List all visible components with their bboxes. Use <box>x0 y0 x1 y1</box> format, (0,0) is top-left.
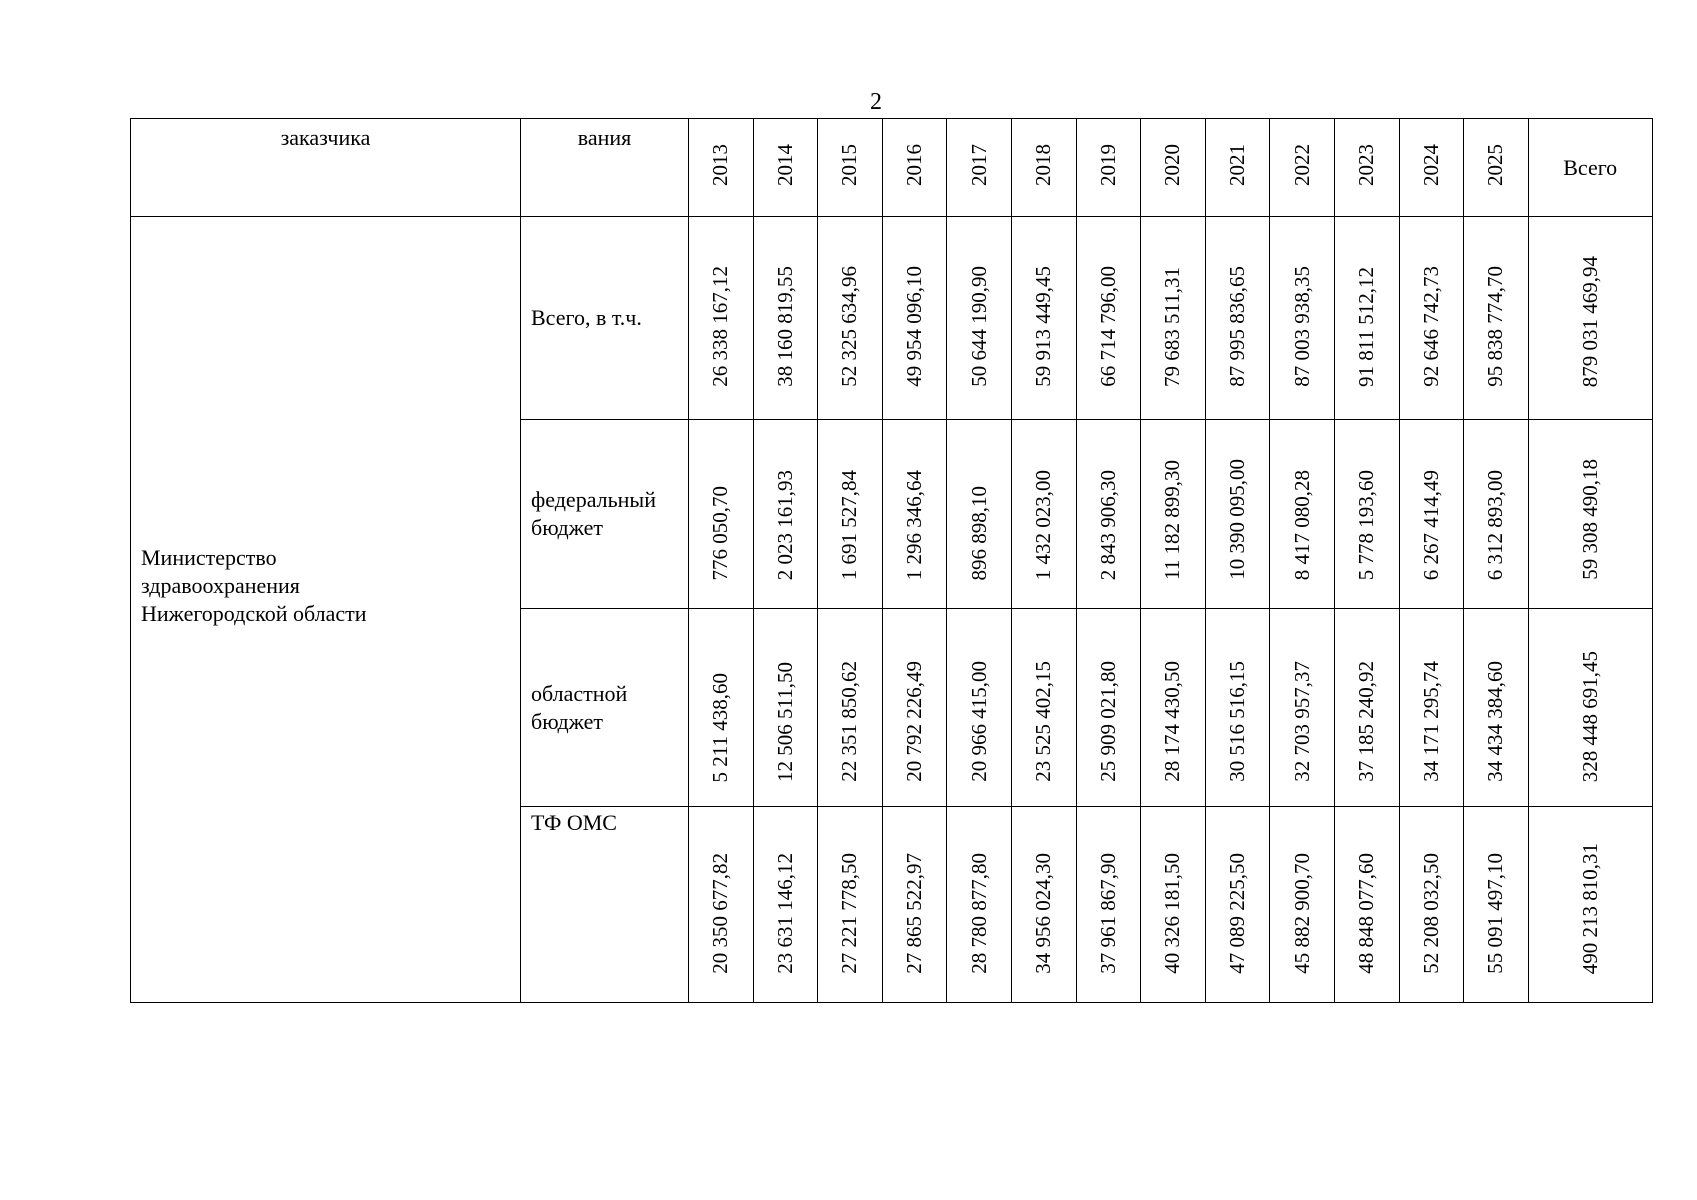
value-cell <box>1464 609 1529 807</box>
value-text: 34 956 024,30 <box>1031 853 1056 974</box>
value-text: 91 811 512,12 <box>1354 267 1379 387</box>
total-text: 328 448 691,45 <box>1577 650 1602 782</box>
value-cell <box>1141 420 1206 609</box>
header-year-label: 2025 <box>1483 143 1508 186</box>
value-cell <box>1076 609 1141 807</box>
value-cell <box>947 217 1012 420</box>
value-text: 40 326 181,50 <box>1160 853 1185 974</box>
header-year-label: 2015 <box>837 143 862 186</box>
value-text: 30 516 516,15 <box>1225 661 1250 782</box>
value-cell <box>818 217 883 420</box>
value-text: 20 966 415,00 <box>966 661 991 782</box>
funding-source-label: Всего, в т.ч. <box>531 305 642 330</box>
value-cell <box>1076 807 1141 1003</box>
value-cell <box>1464 420 1529 609</box>
header-year-label: 2017 <box>966 143 991 186</box>
funding-source-cell <box>521 807 689 1003</box>
value-cell <box>1205 807 1270 1003</box>
value-cell <box>1399 217 1464 420</box>
value-text: 27 865 522,97 <box>902 853 927 974</box>
value-cell <box>1011 807 1076 1003</box>
header-year <box>947 119 1012 217</box>
header-year <box>1011 119 1076 217</box>
value-cell <box>753 807 818 1003</box>
value-text: 49 954 096,10 <box>902 266 927 387</box>
header-source: вания <box>521 119 689 217</box>
value-cell <box>1076 420 1141 609</box>
header-year-label: 2020 <box>1160 143 1185 186</box>
value-cell <box>1076 217 1141 420</box>
value-cell <box>947 807 1012 1003</box>
value-cell <box>1205 217 1270 420</box>
value-cell <box>882 217 947 420</box>
customer-name-line: Нижегородской области <box>141 600 367 626</box>
value-text: 47 089 225,50 <box>1225 853 1250 974</box>
value-text: 2 843 906,30 <box>1095 469 1120 580</box>
value-text: 28 174 430,50 <box>1160 661 1185 782</box>
value-cell <box>1270 609 1335 807</box>
value-cell <box>1205 420 1270 609</box>
value-cell <box>1141 217 1206 420</box>
value-cell <box>882 609 947 807</box>
value-text: 34 434 384,60 <box>1483 661 1508 782</box>
value-text: 28 780 877,80 <box>966 853 991 974</box>
value-text: 79 683 511,31 <box>1160 267 1185 387</box>
header-year <box>1205 119 1270 217</box>
total-cell <box>1528 807 1652 1003</box>
value-cell <box>1205 609 1270 807</box>
value-cell <box>1270 420 1335 609</box>
value-text: 6 267 414,49 <box>1418 469 1443 580</box>
header-year-label: 2021 <box>1225 143 1250 186</box>
total-text: 490 213 810,31 <box>1577 842 1602 974</box>
value-cell <box>1011 420 1076 609</box>
header-customer: заказчика <box>131 119 521 217</box>
value-cell <box>1399 807 1464 1003</box>
value-text: 87 995 836,65 <box>1225 266 1250 387</box>
header-year <box>1076 119 1141 217</box>
value-cell <box>818 420 883 609</box>
funding-source-cell <box>521 420 689 609</box>
value-text: 34 171 295,74 <box>1418 661 1443 782</box>
value-text: 11 182 899,30 <box>1160 460 1185 580</box>
value-cell <box>818 807 883 1003</box>
total-text: 59 308 490,18 <box>1577 459 1602 580</box>
value-cell <box>947 609 1012 807</box>
header-year-label: 2019 <box>1095 143 1120 186</box>
value-cell <box>1141 807 1206 1003</box>
value-text: 25 909 021,80 <box>1095 661 1120 782</box>
value-text: 87 003 938,35 <box>1289 266 1314 387</box>
value-cell <box>882 807 947 1003</box>
value-text: 95 838 774,70 <box>1483 266 1508 387</box>
value-cell <box>1399 420 1464 609</box>
value-cell <box>1334 807 1399 1003</box>
value-cell <box>1334 609 1399 807</box>
value-cell <box>1011 217 1076 420</box>
value-text: 20 792 226,49 <box>902 661 927 782</box>
value-text: 22 351 850,62 <box>837 661 862 782</box>
value-text: 52 325 634,96 <box>837 266 862 387</box>
value-text: 1 691 527,84 <box>837 469 862 580</box>
total-cell <box>1528 217 1652 420</box>
value-cell <box>1464 807 1529 1003</box>
value-text: 1 296 346,64 <box>902 469 927 580</box>
header-year-label: 2014 <box>772 143 797 186</box>
header-year-label: 2013 <box>708 143 733 186</box>
value-cell <box>1270 807 1335 1003</box>
header-row <box>131 119 1653 217</box>
value-cell <box>1464 217 1529 420</box>
header-year <box>882 119 947 217</box>
value-text: 23 525 402,15 <box>1031 661 1056 782</box>
value-text: 27 221 778,50 <box>837 853 862 974</box>
total-text: 879 031 469,94 <box>1577 255 1602 387</box>
value-text: 896 898,10 <box>966 485 991 580</box>
value-cell <box>1399 609 1464 807</box>
value-text: 32 703 957,37 <box>1289 661 1314 782</box>
value-text: 5 211 438,60 <box>708 672 733 782</box>
header-year-label: 2022 <box>1289 143 1314 186</box>
funding-table <box>130 118 1653 1003</box>
header-year <box>818 119 883 217</box>
value-text: 8 417 080,28 <box>1289 469 1314 580</box>
value-cell <box>689 609 754 807</box>
header-year-label: 2016 <box>902 143 927 186</box>
value-text: 10 390 095,00 <box>1225 459 1250 580</box>
header-year <box>689 119 754 217</box>
value-cell <box>947 420 1012 609</box>
value-text: 23 631 146,12 <box>772 853 797 974</box>
value-text: 26 338 167,12 <box>708 266 733 387</box>
value-cell <box>1334 420 1399 609</box>
value-cell <box>1334 217 1399 420</box>
header-year <box>753 119 818 217</box>
header-year <box>1270 119 1335 217</box>
value-text: 37 961 867,90 <box>1095 853 1120 974</box>
header-year-label: 2024 <box>1418 143 1443 186</box>
total-cell <box>1528 609 1652 807</box>
value-text: 12 506 511,50 <box>772 662 797 782</box>
value-text: 52 208 032,50 <box>1418 853 1443 974</box>
customer-cell <box>131 217 521 1003</box>
value-text: 92 646 742,73 <box>1418 266 1443 387</box>
customer-name-line: здравоохранения <box>141 572 300 598</box>
customer-name-line: Министерство <box>141 544 277 570</box>
header-year <box>1399 119 1464 217</box>
value-cell <box>689 217 754 420</box>
value-text: 50 644 190,90 <box>966 266 991 387</box>
value-cell <box>882 420 947 609</box>
value-text: 37 185 240,92 <box>1354 661 1379 782</box>
header-total: Всего <box>1528 119 1652 217</box>
funding-source-cell <box>521 609 689 807</box>
page-number: 2 <box>870 89 882 115</box>
value-cell <box>753 217 818 420</box>
value-text: 66 714 796,00 <box>1095 266 1120 387</box>
value-text: 55 091 497,10 <box>1483 853 1508 974</box>
funding-source-label: бюджет <box>531 515 603 540</box>
header-year-label: 2023 <box>1354 143 1379 186</box>
value-text: 776 050,70 <box>708 485 733 580</box>
header-year <box>1334 119 1399 217</box>
funding-source-label: федеральный <box>531 487 656 512</box>
total-cell <box>1528 420 1652 609</box>
value-text: 6 312 893,00 <box>1483 469 1508 580</box>
value-cell <box>1270 217 1335 420</box>
value-text: 59 913 449,45 <box>1031 266 1056 387</box>
header-year <box>1141 119 1206 217</box>
value-cell <box>689 420 754 609</box>
value-text: 1 432 023,00 <box>1031 469 1056 580</box>
value-text: 38 160 819,55 <box>772 266 797 387</box>
value-cell <box>689 807 754 1003</box>
value-cell <box>753 420 818 609</box>
value-text: 20 350 677,82 <box>708 853 733 974</box>
value-text: 48 848 077,60 <box>1354 853 1379 974</box>
funding-source-label: бюджет <box>531 708 603 734</box>
funding-source-label: ТФ ОМС <box>531 810 617 835</box>
value-cell <box>753 609 818 807</box>
value-cell <box>818 609 883 807</box>
table-row <box>131 217 1653 420</box>
value-cell <box>1011 609 1076 807</box>
value-text: 45 882 900,70 <box>1289 853 1314 974</box>
value-text: 5 778 193,60 <box>1354 469 1379 580</box>
value-cell <box>1141 609 1206 807</box>
value-text: 2 023 161,93 <box>772 469 797 580</box>
header-year-label: 2018 <box>1031 143 1056 186</box>
funding-source-cell <box>521 217 689 420</box>
header-year <box>1464 119 1529 217</box>
funding-source-label: областной <box>531 680 628 706</box>
